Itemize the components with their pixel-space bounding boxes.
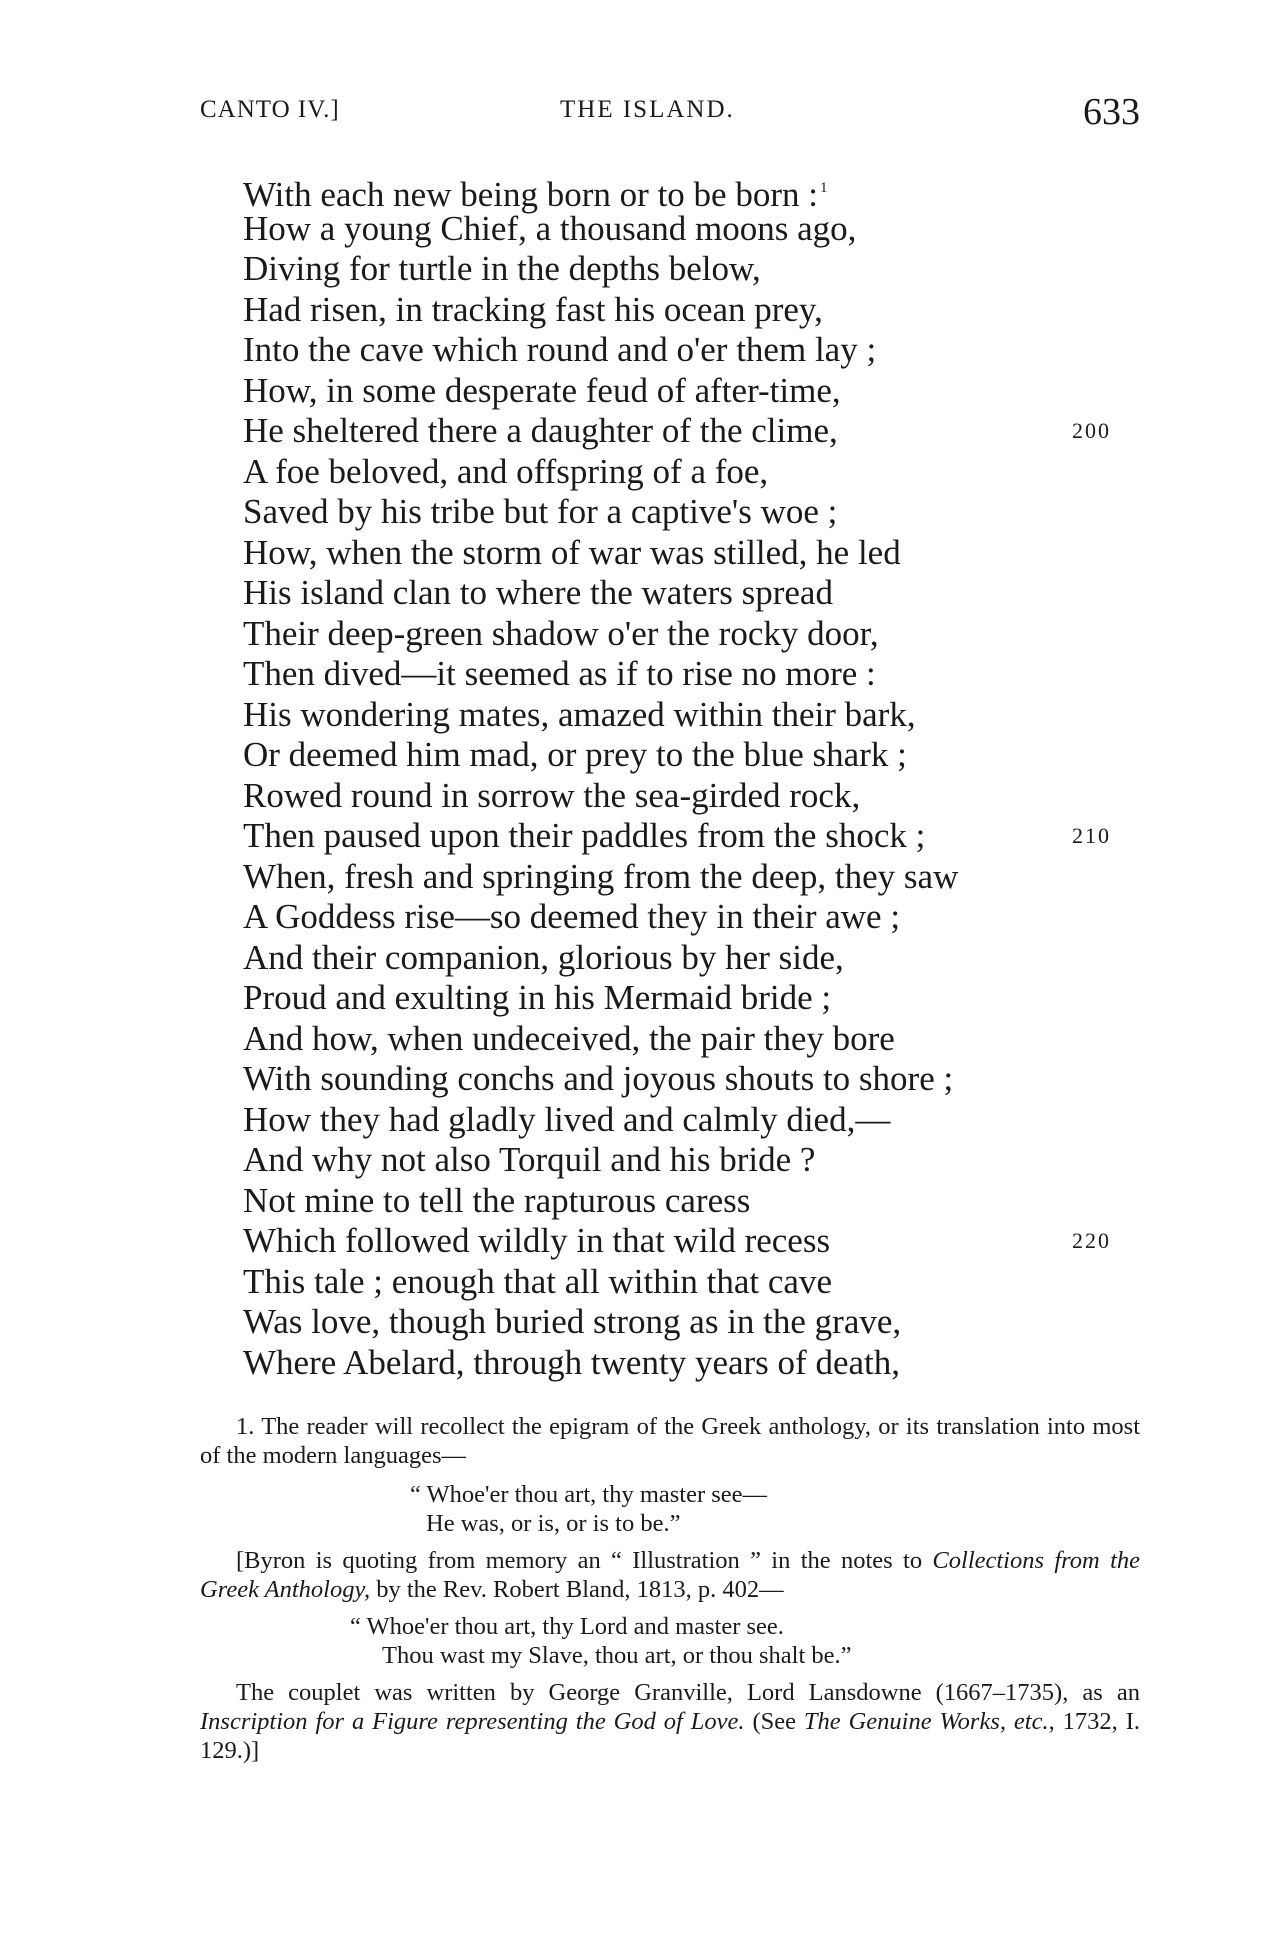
bland-line-2: Thou wast my Slave, thou art, or thou shalt be.” [382, 1642, 852, 1669]
poem-line [243, 776, 1143, 817]
footnote-ref-marker: 1 [819, 180, 828, 196]
epigram-quote [410, 1480, 1140, 1538]
poem-line-text: Their deep-green shadow o'er the rocky door, [243, 613, 879, 653]
poem-line-text: How, in some desperate feud of after-time, [243, 370, 841, 410]
poem-line [243, 411, 1143, 452]
poem-line-text: How a young Chief, a thousand moons ago, [243, 208, 857, 248]
poem-line [243, 654, 1143, 695]
poem-line [243, 978, 1143, 1019]
poem-line [243, 371, 1143, 412]
poem-line [243, 857, 1143, 898]
line-number: 210 [1072, 823, 1111, 848]
poem-line [243, 330, 1143, 371]
poem-line-text: His island clan to where the waters spread [243, 573, 833, 612]
epigram-line-1: “ Whoe'er thou art, thy master see— [410, 1481, 768, 1508]
poem-line-text: This tale ; enough that all within that cave [243, 1261, 833, 1301]
poem-line-text: And why not also Torquil and his bride ? [243, 1140, 816, 1179]
poem-line-text: How they had gladly lived and calmly died,— [243, 1099, 891, 1139]
poem-line [243, 1221, 1143, 1262]
poem-line [243, 614, 1143, 655]
running-header [200, 91, 1140, 136]
poem-line [243, 1181, 1143, 1222]
byron-note-text-a: [Byron is quoting from memory an “ Illustration ” in the notes to [236, 1547, 923, 1574]
couplet-note-text-c: , 1732, I. 129.)] [200, 1708, 1140, 1764]
couplet-note-text-a: The couplet was written by George Granville, Lord Lansdowne (1667–1735), as an [236, 1679, 1140, 1706]
poem-line [243, 492, 1143, 533]
poem-line-text: Saved by his tribe but for a captive's woe ; [243, 492, 838, 531]
poem-line [243, 533, 1143, 574]
poem-line-text: And their companion, glorious by her side, [243, 937, 844, 977]
poem-line [243, 1302, 1143, 1343]
poem-line-text: With sounding conchs and joyous shouts to shore ; [243, 1059, 954, 1098]
poem-line [243, 1140, 1143, 1181]
canto-label: CANTO IV.] [200, 96, 340, 123]
byron-note-text-b: by the Rev. Robert Bland, 1813, p. 402— [376, 1576, 784, 1603]
poem-line [243, 695, 1143, 736]
poem-line [243, 1262, 1143, 1303]
footnote-byron-note [200, 1546, 1140, 1604]
poem-line-text: Then dived—it seemed as if to rise no more : [243, 654, 876, 693]
byron-note-title: Collections from the Greek Anthology, [200, 1547, 1141, 1603]
couplet-note-title-2: The Genuine Works, etc. [803, 1708, 1049, 1735]
poem-line [243, 452, 1143, 493]
poem-line [243, 816, 1143, 857]
epigram-line-2: He was, or is, or is to be.” [426, 1510, 681, 1537]
footnote-couplet-note [200, 1678, 1140, 1765]
poem-line [243, 897, 1143, 938]
poem-line [243, 1343, 1143, 1384]
poem-line [243, 209, 1143, 250]
poem-line-text: Which followed wildly in that wild recess [243, 1221, 831, 1260]
poem-line-text: His wondering mates, amazed within their bark, [243, 694, 916, 734]
poem-line-text: Or deemed him mad, or prey to the blue shark ; [243, 735, 907, 774]
poem-line [243, 249, 1143, 290]
bland-line-1: “ Whoe'er thou art, thy Lord and master see. [350, 1613, 784, 1640]
poem-line-text: Was love, though buried strong as in the grave, [243, 1302, 902, 1341]
poem-line-text: A Goddess rise—so deemed they in their awe ; [243, 897, 901, 936]
poem-line [243, 290, 1143, 331]
line-number: 220 [1072, 1228, 1111, 1253]
couplet-note-title: Inscription for a Figure representing the God of Love. [200, 1708, 745, 1735]
line-number: 200 [1072, 418, 1111, 443]
poem-line-text: Into the cave which round and o'er them lay ; [243, 330, 877, 369]
poem-line-text: When, fresh and springing from the deep, they saw [243, 856, 959, 896]
poem-line-text: Diving for turtle in the depths below, [243, 249, 761, 288]
footnote-intro-text: The reader will recollect the epigram of the Greek anthology, or its translation into most of the modern languages— [200, 1413, 1141, 1469]
poem-line [243, 1019, 1143, 1060]
poem-line-text: Proud and exulting in his Mermaid bride ; [243, 978, 832, 1017]
footnote-intro [200, 1412, 1140, 1470]
poem-line-text: Then paused upon their paddles from the shock ; [243, 816, 926, 855]
poem-line-text: And how, when undeceived, the pair they bore [243, 1018, 895, 1058]
poem-line-text: Where Abelard, through twenty years of death, [243, 1342, 900, 1382]
footnote-label: 1. [236, 1413, 255, 1440]
running-title: THE ISLAND. [560, 96, 735, 123]
couplet-note-text-b: (See [752, 1708, 796, 1735]
bland-quote [350, 1612, 1140, 1670]
poem-line [243, 735, 1143, 776]
poem-text [243, 168, 1143, 1383]
poem-line-text: How, when the storm of war was stilled, he led [243, 532, 901, 572]
poem-line [243, 1059, 1143, 1100]
footnotes [200, 1412, 1140, 1765]
page-number: 633 [1083, 91, 1140, 133]
poem-line [243, 168, 1143, 214]
poem-line [243, 573, 1143, 614]
poem-line-text: With each new being born or to be born : [243, 175, 818, 214]
poem-line [243, 1100, 1143, 1141]
poem-line [243, 938, 1143, 979]
poem-line-text: Not mine to tell the rapturous caress [243, 1180, 751, 1220]
poem-line-text: Had risen, in tracking fast his ocean prey, [243, 289, 823, 329]
poem-line-text: A foe beloved, and offspring of a foe, [243, 451, 769, 491]
poem-line-text: He sheltered there a daughter of the clime, [243, 411, 838, 450]
poem-line-text: Rowed round in sorrow the sea-girded rock, [243, 775, 861, 815]
